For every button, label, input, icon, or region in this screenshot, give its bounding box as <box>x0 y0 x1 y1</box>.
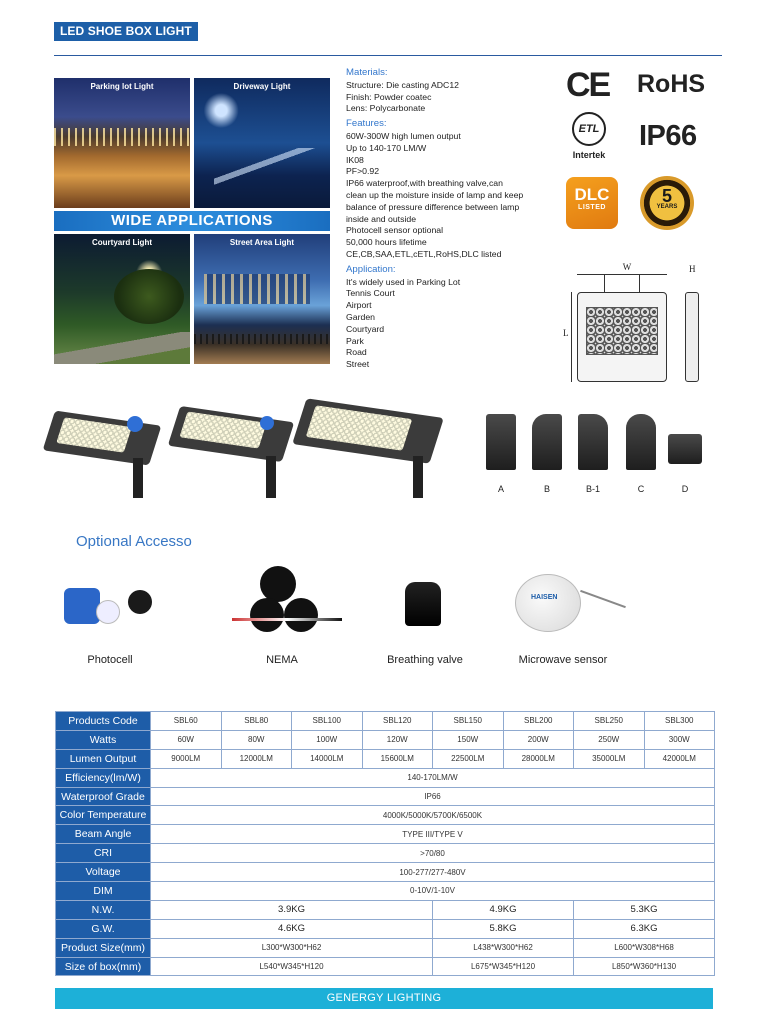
table-cell: 4000K/5000K/5700K/6500K <box>151 806 715 825</box>
photo-caption: Courtyard Light <box>92 238 152 247</box>
feature-line: Photocell sensor optional <box>346 225 444 236</box>
fixture-large-image <box>295 398 445 500</box>
application-line: It's widely used in Parking Lot <box>346 276 461 287</box>
features-heading: Features: <box>346 118 387 130</box>
mount-d <box>664 412 706 494</box>
feature-line: 60W-300W high lumen output <box>346 130 461 141</box>
table-cell: SBL80 <box>221 712 292 731</box>
feature-line: IK08 <box>346 154 364 165</box>
mounting-options <box>480 412 710 502</box>
accessory-label: Microwave sensor <box>518 654 608 666</box>
table-cell: L600*W308*H68 <box>574 938 715 957</box>
fixture-medium-image <box>170 404 295 500</box>
mount-b1 <box>572 412 614 494</box>
table-cell: 12000LM <box>221 749 292 768</box>
application-line: Street <box>346 359 370 370</box>
table-cell: 15600LM <box>362 749 433 768</box>
table-cell: 300W <box>644 730 715 749</box>
table-row <box>56 919 715 938</box>
rohs-logo: RoHS <box>637 70 706 98</box>
row-header: N.W. <box>56 900 151 919</box>
optional-accessories-title: Optional Accesso <box>76 533 192 550</box>
table-cell: L675*W345*H120 <box>433 957 574 976</box>
table-cell: SBL100 <box>292 712 363 731</box>
row-header: Color Temperature <box>56 806 151 825</box>
table-cell: >70/80 <box>151 844 715 863</box>
table-cell: 9000LM <box>151 749 222 768</box>
row-header: Product Size(mm) <box>56 938 151 957</box>
table-cell: 28000LM <box>503 749 574 768</box>
materials-line: Finish: Powder coatec <box>346 91 432 102</box>
spec-text <box>346 67 546 371</box>
table-cell: 100-277/277-480V <box>151 863 715 882</box>
table-cell: 100W <box>292 730 363 749</box>
table-row <box>56 882 715 901</box>
application-line: Courtyard <box>346 323 385 334</box>
table-cell: 0-10V/1-10V <box>151 882 715 901</box>
application-line: Road <box>346 347 367 358</box>
table-row <box>56 863 715 882</box>
table-cell: L850*W360*H130 <box>574 957 715 976</box>
dlc-text: DLC <box>574 185 610 204</box>
row-header: Waterproof Grade <box>56 787 151 806</box>
accessory-nema <box>230 568 350 668</box>
row-header: Products Code <box>56 712 151 731</box>
table-row <box>56 730 715 749</box>
table-cell: L438*W300*H62 <box>433 938 574 957</box>
warranty-label: YEARS <box>656 204 678 210</box>
photo-caption: Driveway Light <box>233 82 291 91</box>
mount-label: C <box>637 484 645 494</box>
photo-street-area <box>194 234 330 364</box>
table-cell: 4.9KG <box>433 900 574 919</box>
accessory-microwave-sensor <box>503 568 633 668</box>
ce-logo: CE <box>566 66 610 104</box>
table-cell: SBL120 <box>362 712 433 731</box>
photo-parking-lot <box>54 78 190 208</box>
mount-label: B-1 <box>585 484 600 494</box>
table-cell: 120W <box>362 730 433 749</box>
table-cell: SBL300 <box>644 712 715 731</box>
warranty-years: 5 <box>661 186 672 206</box>
table-cell: IP66 <box>151 787 715 806</box>
table-cell: 14000LM <box>292 749 363 768</box>
table-row <box>56 806 715 825</box>
accessory-label: Photocell <box>87 654 133 666</box>
table-cell: 35000LM <box>574 749 645 768</box>
application-line: Park <box>346 335 364 346</box>
table-cell: TYPE III/TYPE V <box>151 825 715 844</box>
table-cell: 6.3KG <box>574 919 715 938</box>
application-heading: Application: <box>346 263 396 275</box>
table-cell: 42000LM <box>644 749 715 768</box>
intertek-label: Intertek <box>572 150 606 160</box>
table-cell: 150W <box>433 730 504 749</box>
table-cell: 140-170LM/W <box>151 768 715 787</box>
table-row <box>56 768 715 787</box>
mount-label: B <box>543 484 550 494</box>
width-label: W <box>622 262 632 272</box>
table-row <box>56 900 715 919</box>
row-header: Lumen Output <box>56 749 151 768</box>
materials-line: Structure: Die casting ADC12 <box>346 79 459 90</box>
table-row <box>56 712 715 731</box>
accessory-label: NEMA <box>266 654 298 666</box>
application-line: Garden <box>346 311 375 322</box>
table-cell: 3.9KG <box>151 900 433 919</box>
footer-brand: GENERGY LIGHTING <box>55 988 713 1009</box>
table-cell: SBL250 <box>574 712 645 731</box>
table-cell: 60W <box>151 730 222 749</box>
mount-label: D <box>681 484 689 494</box>
feature-line: 50,000 hours lifetime <box>346 237 427 248</box>
materials-line: Lens: Polycarbonate <box>346 103 426 114</box>
warranty-badge <box>640 176 694 230</box>
page-title: LED SHOE BOX LIGHT <box>54 22 198 41</box>
row-header: G.W. <box>56 919 151 938</box>
feature-line: IP66 waterproof,with breathing valve,can <box>346 178 503 189</box>
table-cell: SBL60 <box>151 712 222 731</box>
feature-line: balance of pressure difference between lamp <box>346 201 520 212</box>
table-cell: 250W <box>574 730 645 749</box>
dlc-listed-logo <box>566 177 618 229</box>
feature-line: inside and outside <box>346 213 417 224</box>
row-header: Efficiency(lm/W) <box>56 768 151 787</box>
mount-b <box>526 412 568 494</box>
spec-table <box>55 711 715 976</box>
table-cell: SBL200 <box>503 712 574 731</box>
mount-label: A <box>497 484 504 494</box>
photo-caption: Street Area Light <box>229 238 295 247</box>
accessory-label: Breathing valve <box>387 654 463 666</box>
title-divider <box>54 55 722 56</box>
table-cell: 22500LM <box>433 749 504 768</box>
feature-line: PF>0.92 <box>346 166 380 177</box>
row-header: Beam Angle <box>56 825 151 844</box>
fixture-small-image <box>45 410 165 500</box>
row-header: Watts <box>56 730 151 749</box>
table-cell: 5.3KG <box>574 900 715 919</box>
etl-mark: ETL <box>572 112 606 146</box>
materials-heading: Materials: <box>346 67 388 78</box>
etl-logo <box>564 112 614 164</box>
table-cell: L540*W345*H120 <box>151 957 433 976</box>
row-header: DIM <box>56 882 151 901</box>
table-cell: 5.8KG <box>433 919 574 938</box>
feature-line: clean up the moisture inside of lamp and keep <box>346 189 524 200</box>
table-cell: L300*W300*H62 <box>151 938 433 957</box>
application-line: Tennis Court <box>346 288 395 299</box>
table-row <box>56 938 715 957</box>
dimension-drawing <box>557 262 717 388</box>
feature-line: CE,CB,SAA,ETL,cETL,RoHS,DLC listed <box>346 248 502 259</box>
table-row <box>56 957 715 976</box>
ip66-logo: IP66 <box>639 120 697 152</box>
wide-applications-banner: WIDE APPLICATIONS <box>54 211 330 231</box>
accessory-photocell <box>50 568 180 668</box>
accessory-breathing-valve <box>365 568 485 668</box>
table-cell: 200W <box>503 730 574 749</box>
mount-a <box>480 412 522 494</box>
photo-courtyard <box>54 234 190 364</box>
table-cell: 4.6KG <box>151 919 433 938</box>
table-cell: 80W <box>221 730 292 749</box>
table-row <box>56 787 715 806</box>
table-row <box>56 844 715 863</box>
photo-driveway <box>194 78 330 208</box>
row-header: Size of box(mm) <box>56 957 151 976</box>
table-row <box>56 749 715 768</box>
application-line: Airport <box>346 300 372 311</box>
sensor-brand: HAISEN <box>531 594 558 601</box>
dlc-listed-text: LISTED <box>578 204 606 211</box>
table-cell: SBL150 <box>433 712 504 731</box>
row-header: CRI <box>56 844 151 863</box>
feature-line: Up to 140-170 LM/W <box>346 142 427 153</box>
photo-caption: Parking lot Light <box>90 82 154 91</box>
length-label: L <box>563 328 569 338</box>
height-label: H <box>689 264 696 274</box>
mount-c <box>620 412 662 494</box>
applications-collage <box>54 78 330 364</box>
table-row <box>56 825 715 844</box>
row-header: Voltage <box>56 863 151 882</box>
